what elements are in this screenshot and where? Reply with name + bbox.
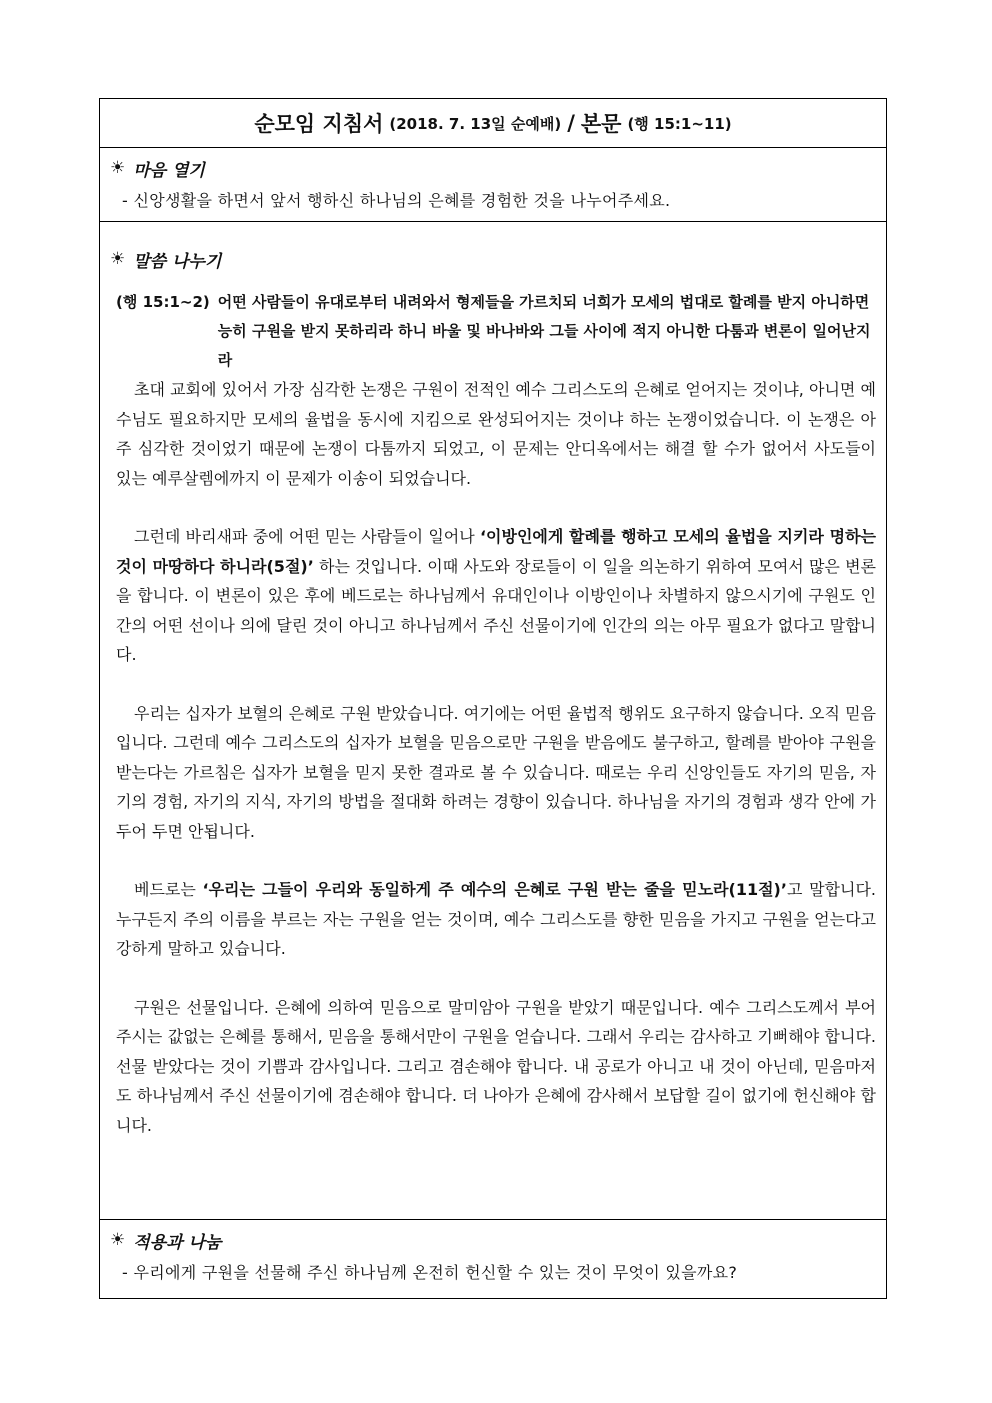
paragraph: 베드로는 ‘우리는 그들이 우리와 동일하게 주 예수의 은혜로 구원 받는 줄을 믿노라(11절)’고 말합니다. 누구든지 주의 이름을 부르는 자는 구원을 얻는 것이며, 예수 그리스도를 향한 믿음을 가지고 구원을 얻는다고 강하게 말하고 있습니다.	[116, 880, 876, 958]
date-note: (2018. 7. 13일 순예배)	[389, 114, 562, 133]
section-header	[100, 1220, 886, 1260]
sun-icon: ☀	[110, 248, 126, 269]
quote-verse-5: ‘이방인에게 할례를 행하고 모세의 율법을 지키라 명하는 것이 마땅하다 하니라(5절)’	[116, 527, 876, 576]
paragraph: 그런데 바리새파 중에 어떤 믿는 사람들이 일어나 ‘이방인에게 할례를 행하고 모세의 율법을 지키라 명하는 것이 마땅하다 하니라(5절)’ 하는 것입니다. 이때 사도와 장로들이 이 일을 의논하기 위하여 모여서 많은 변론을 합니다. 이 변론이 있은 후에 베드로는 하나님께서 유대인이나 이방인이나 차별하지 않으시기에 구원도 인간의 어떤 선이나 의에 달린 것이 아니고 하나님께서 주신 선물이기에 인간의 의는 아무 필요가 없다고 말합니다.	[116, 527, 876, 664]
quote-verse-11: ‘우리는 그들이 우리와 동일하게 주 예수의 은혜로 구원 받는 줄을 믿노라(11절)’	[202, 880, 787, 899]
page-title: 순모임 지침서	[254, 112, 384, 136]
scripture-passage	[100, 288, 886, 375]
scripture-reference: (행 15:1~11)	[627, 114, 732, 133]
header	[100, 99, 886, 148]
section-title: 적용과 나눔	[133, 1232, 222, 1253]
verse-reference: (행 15:1∼2)	[116, 293, 210, 311]
section-title: 말씀 나누기	[133, 251, 222, 272]
word-sharing-section	[100, 222, 886, 1220]
sun-icon: ☀	[110, 1229, 126, 1250]
verse-text: 어떤 사람들이 유대로부터 내려와서 형제들을 가르치되 너희가 모세의 법대로 할례를 받지 아니하면 능히 구원을 받지 못하리라 하니 바울 및 바나바와 그들 사이에 적지 아니한 다툼과 변론이 일어난지라	[217, 293, 871, 369]
sun-icon: ☀	[110, 157, 126, 178]
section-header	[100, 222, 886, 282]
open-heart-question: - 신앙생활을 하면서 앞서 행하신 하나님의 은혜를 경험한 것을 나누어주세요.	[122, 191, 671, 210]
apply-share-section	[100, 1220, 886, 1300]
section-header	[100, 148, 886, 188]
text-label: 본문	[580, 112, 622, 136]
paragraph: 초대 교회에 있어서 가장 심각한 논쟁은 구원이 전적인 예수 그리스도의 은혜로 얻어지는 것이냐, 아니면 예수님도 필요하지만 모세의 율법을 동시에 지킴으로 완성되어지는 것이냐 하는 논쟁이었습니다. 이 논쟁은 아주 심각한 것이었기 때문에 논쟁이 다툼까지 되었고, 이 문제는 안디옥에서는 해결 할 수가 없어서 사도들이 있는 예루살렘에까지 이 문제가 이송이 되었습니다.	[116, 380, 876, 488]
guide-frame	[99, 98, 887, 1299]
paragraph: 구원은 선물입니다. 은혜에 의하여 믿음으로 말미암아 구원을 받았기 때문입니다. 예수 그리스도께서 부어주시는 값없는 은혜를 통해서, 믿음을 통해서만이 구원을 얻습니다. 그래서 우리는 감사하고 기뻐해야 합니다. 선물 받았다는 것이 기쁨과 감사입니다. 그리고 겸손해야 합니다. 내 공로가 아니고 내 것이 아닌데, 믿음마저도 하나님께서 주신 선물이기에 겸손해야 합니다. 더 나아가 은혜에 감사해서 보답할 길이 없기에 헌신해야 합니다.	[116, 997, 876, 1135]
title-separator: /	[567, 111, 575, 135]
paragraph: 우리는 십자가 보혈의 은혜로 구원 받았습니다. 여기에는 어떤 율법적 행위도 요구하지 않습니다. 오직 믿음입니다. 그런데 예수 그리스도의 십자가 보혈을 믿음으로만 구원을 받음에도 불구하고, 할례를 받아야 구원을 받는다는 가르침은 십자가 보혈을 믿지 못한 결과로 볼 수 있습니다. 때로는 우리 신앙인들도 자기의 믿음, 자기의 경험, 자기의 지식, 자기의 방법을 절대화 하려는 경향이 있습니다. 하나님을 자기의 경험과 생각 안에 가두어 두면 안됩니다.	[116, 703, 876, 841]
open-heart-section	[100, 148, 886, 222]
apply-share-question: - 우리에게 구원을 선물해 주신 하나님께 온전히 헌신할 수 있는 것이 무엇이 있을까요?	[122, 1263, 738, 1282]
section-title: 마음 열기	[133, 160, 205, 181]
